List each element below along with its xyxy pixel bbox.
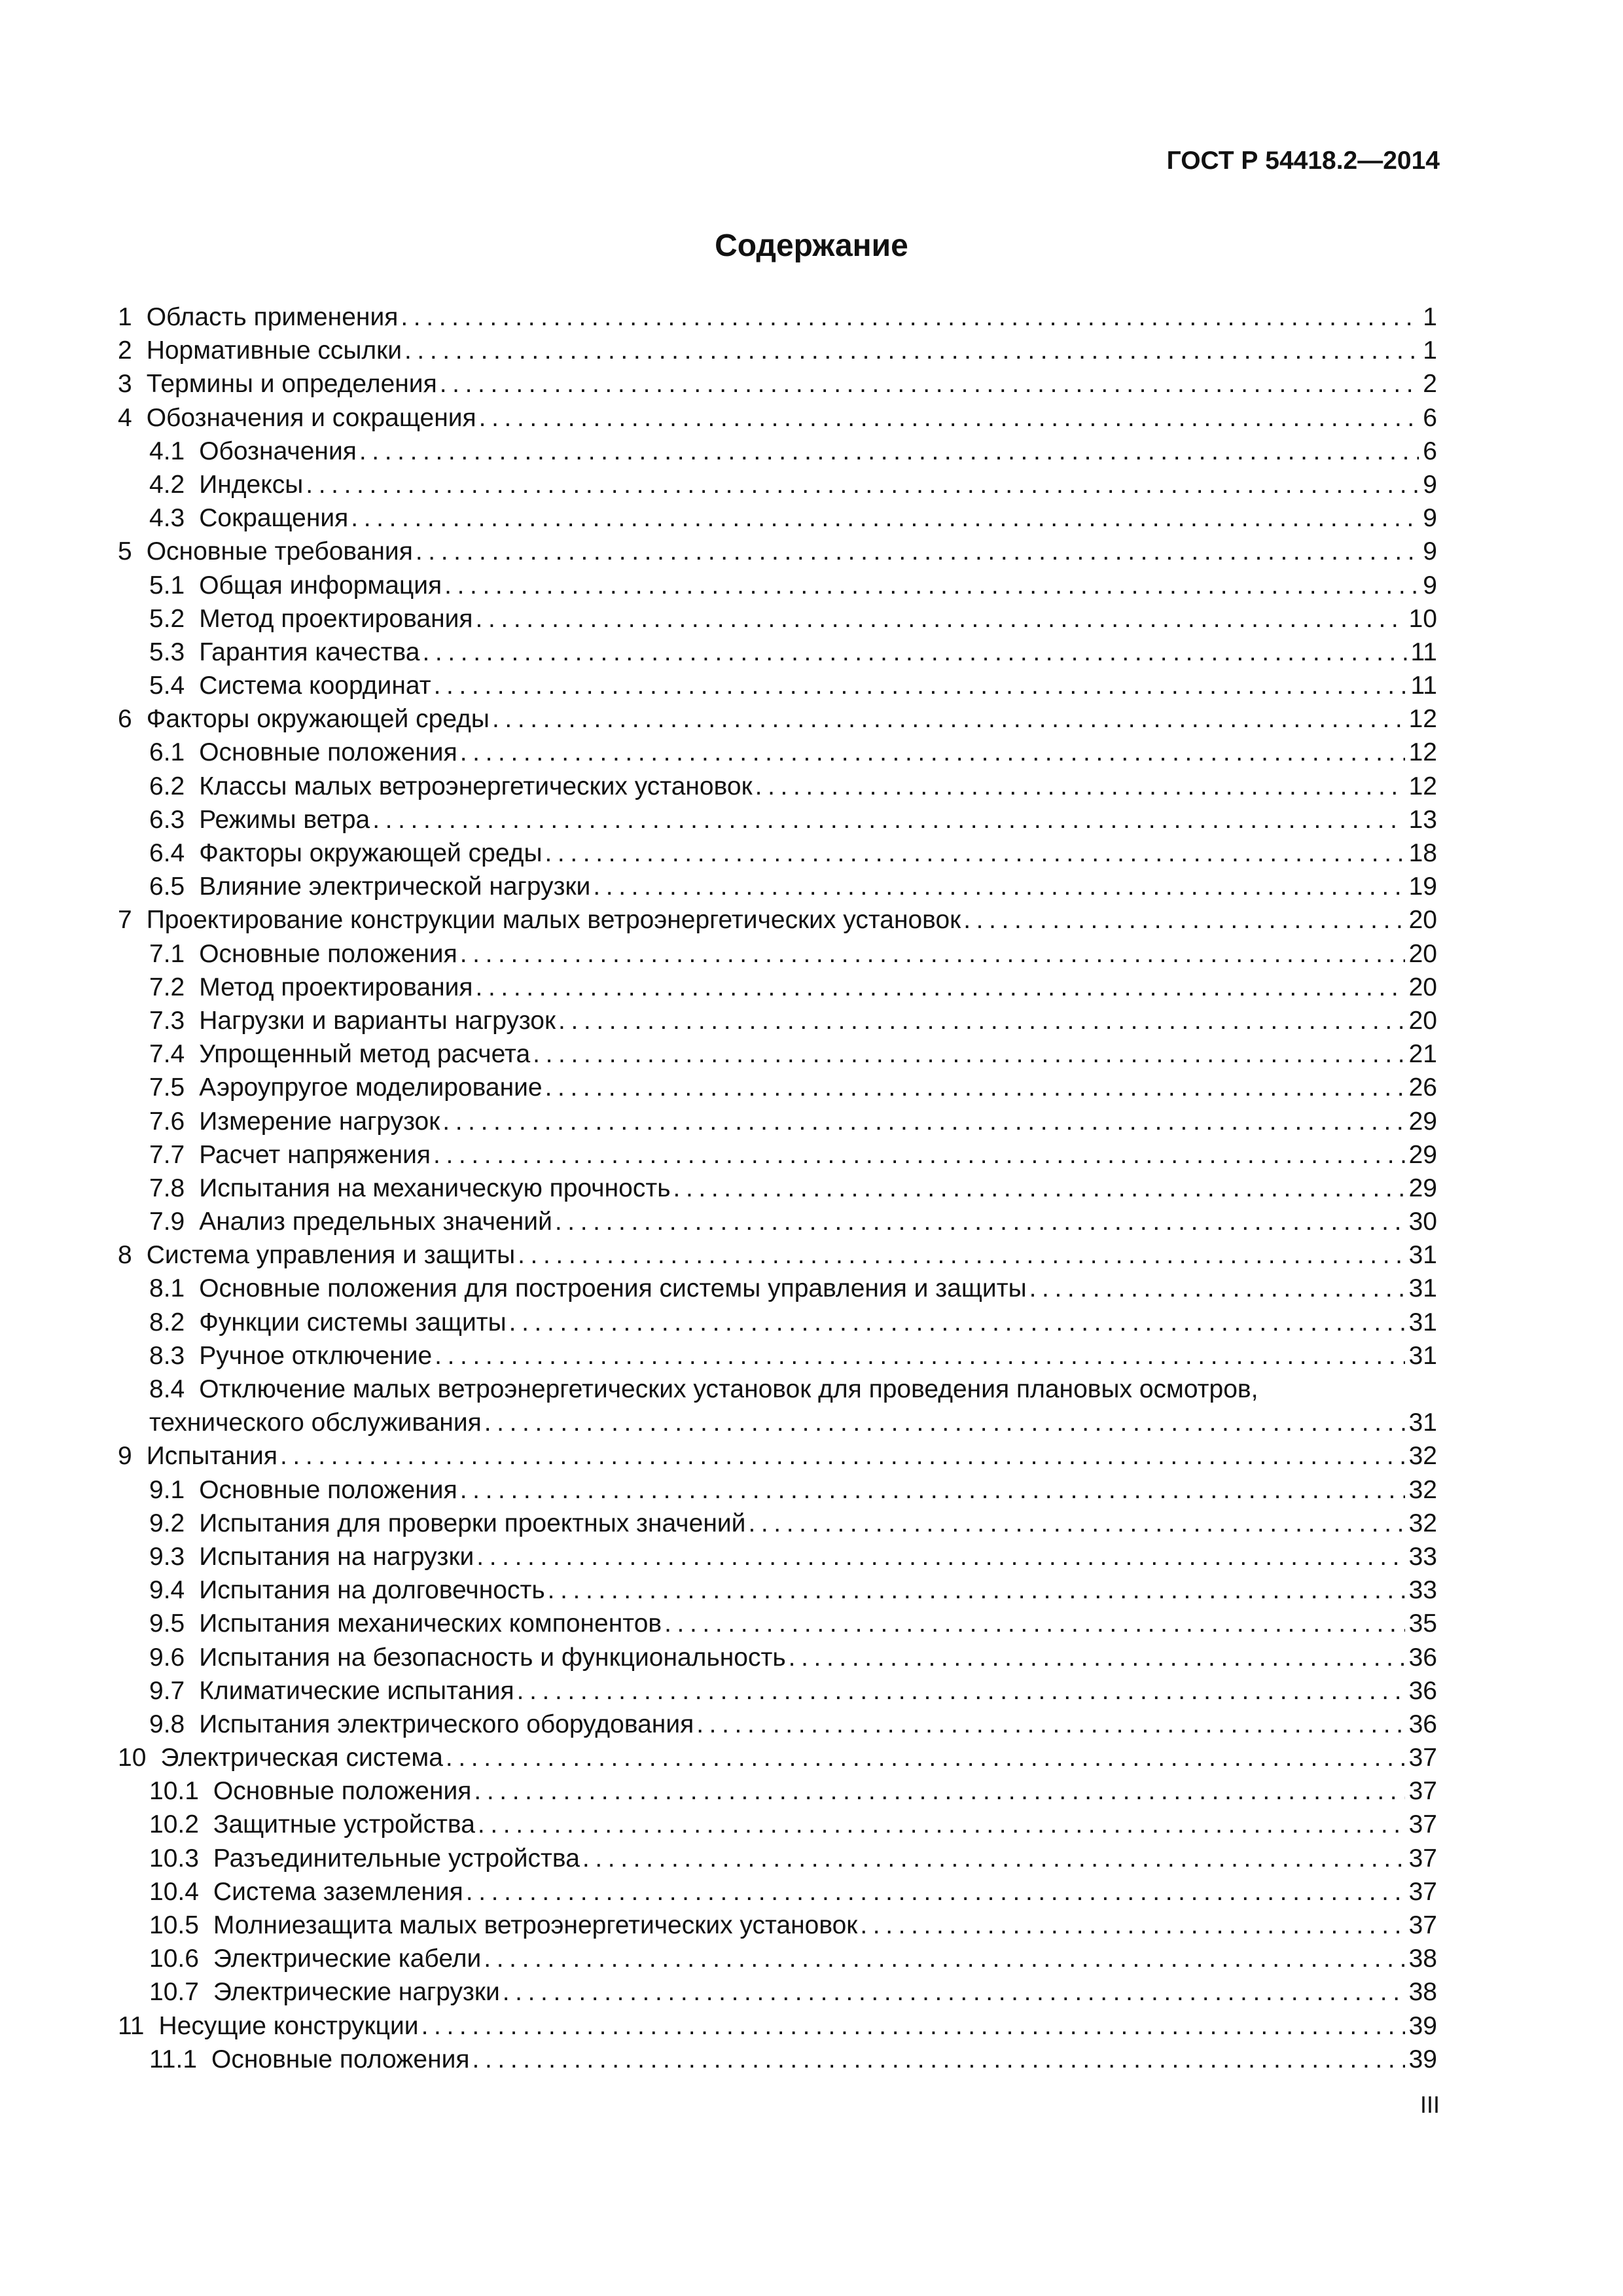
toc-entry[interactable] (118, 300, 1437, 334)
toc-entry[interactable] (118, 334, 1437, 367)
toc-entry[interactable] (118, 1507, 1437, 1540)
toc-entry-number: 9.3 (149, 1542, 185, 1571)
toc-entry-page: 36 (1408, 1643, 1437, 1672)
toc-entry-page: 11 (1410, 672, 1437, 700)
toc-entry-title: Испытания на безопасность и функциональность (199, 1643, 786, 1672)
toc-entry-title: Климатические испытания (199, 1676, 514, 1705)
toc-entry-title: технического обслуживания (149, 1408, 482, 1437)
toc-entry-number: 7.9 (149, 1208, 185, 1236)
toc-dot-leader (351, 501, 1419, 535)
toc-entry[interactable] (118, 937, 1437, 971)
toc-entry-title: Аэроупругое моделирование (199, 1073, 543, 1102)
toc-entry-number: 6.1 (149, 738, 185, 767)
toc-entry[interactable] (118, 836, 1437, 870)
toc-entry[interactable] (118, 1406, 1437, 1439)
toc-entry-page: 13 (1408, 805, 1437, 834)
toc-entry[interactable] (118, 501, 1437, 535)
toc-entry-title: Гарантия качества (199, 637, 420, 666)
page-title: Содержание (715, 228, 908, 263)
toc-entry-number: 3 (118, 370, 132, 399)
toc-entry[interactable] (118, 1172, 1437, 1205)
toc-dot-leader (748, 1507, 1404, 1540)
toc-entry-number: 10.2 (149, 1810, 199, 1839)
toc-dot-leader (478, 1808, 1405, 1841)
toc-dot-leader (673, 1172, 1405, 1205)
toc-entry[interactable] (118, 1808, 1437, 1841)
toc-entry[interactable] (118, 1774, 1437, 1808)
toc-dot-leader (533, 1037, 1404, 1071)
toc-dot-leader (306, 468, 1419, 501)
toc-entry-title: Нормативные ссылки (146, 336, 402, 365)
toc-dot-leader (440, 367, 1419, 401)
toc-entry[interactable] (118, 1607, 1437, 1640)
toc-entry[interactable] (118, 1105, 1437, 1138)
toc-entry-number: 5.4 (149, 672, 185, 700)
toc-entry[interactable] (118, 1372, 1437, 1406)
toc-entry-page: 32 (1408, 1442, 1437, 1471)
toc-dot-leader (484, 1942, 1404, 1975)
toc-entry[interactable] (118, 2043, 1437, 2076)
toc-entry[interactable] (118, 1339, 1437, 1372)
toc-entry-page: 31 (1408, 1274, 1437, 1303)
toc-entry-number: 9.4 (149, 1576, 185, 1605)
toc-entry-page: 37 (1408, 1744, 1437, 1772)
toc-entry-title: Молниезащита малых ветроэнергетических установок (213, 1911, 858, 1939)
toc-entry-title: Испытания на нагрузки (199, 1542, 474, 1571)
toc-entry-title: Упрощенный метод расчета (199, 1040, 531, 1069)
toc-entry[interactable] (118, 870, 1437, 903)
toc-dot-leader (664, 1607, 1404, 1640)
toc-entry[interactable] (118, 1138, 1437, 1172)
toc-dot-leader (582, 1842, 1405, 1875)
toc-entry-page: 11 (1410, 637, 1437, 666)
toc-entry-number: 6.2 (149, 772, 185, 800)
toc-entry-title: Основные положения (211, 2045, 470, 2073)
toc-entry-title: Область применения (146, 303, 399, 331)
toc-entry-title: Электрические кабели (213, 1945, 482, 1973)
toc-dot-leader (460, 736, 1405, 769)
toc-entry-title: Испытания электрического оборудования (199, 1710, 694, 1738)
toc-entry-title: Испытания на механическую прочность (199, 1174, 671, 1202)
toc-dot-leader (503, 1975, 1405, 2009)
toc-entry-page: 32 (1408, 1509, 1437, 1537)
toc-dot-leader (474, 1774, 1404, 1808)
toc-entry-title: Влияние электрической нагрузки (199, 872, 591, 901)
toc-entry-page: 19 (1408, 872, 1437, 901)
toc-entry-title: Обозначения (199, 437, 357, 465)
toc-entry-number: 10 (118, 1744, 147, 1772)
toc-entry[interactable] (118, 1238, 1437, 1272)
toc-entry-page: 29 (1408, 1140, 1437, 1169)
toc-dot-leader (518, 1238, 1405, 1272)
toc-dot-leader (460, 937, 1405, 971)
toc-entry-number: 9.5 (149, 1609, 185, 1638)
toc-entry-number: 9.1 (149, 1475, 185, 1504)
toc-entry-number: 8.4 (149, 1375, 185, 1403)
toc-entry[interactable] (118, 535, 1437, 568)
toc-entry[interactable] (118, 468, 1437, 501)
toc-dot-leader (755, 770, 1405, 803)
toc-dot-leader (860, 1909, 1404, 1942)
document-id: ГОСТ Р 54418.2—2014 (1166, 147, 1440, 175)
toc-entry-page: 12 (1408, 738, 1437, 767)
toc-entry[interactable] (118, 1071, 1437, 1104)
toc-entry-page: 6 (1423, 437, 1437, 465)
toc-entry[interactable] (118, 1540, 1437, 1573)
toc-entry-page: 38 (1408, 1945, 1437, 1973)
toc-entry-number: 7.1 (149, 939, 185, 968)
toc-entry-title: Испытания для проверки проектных значений (199, 1509, 746, 1537)
toc-entry-number: 9.6 (149, 1643, 185, 1672)
toc-entry[interactable] (118, 903, 1437, 937)
toc-entry[interactable] (118, 1641, 1437, 1674)
toc-entry-number: 5 (118, 537, 132, 566)
toc-dot-leader (404, 334, 1419, 367)
toc-entry[interactable] (118, 636, 1437, 669)
toc-entry-title: Расчет напряжения (199, 1140, 431, 1169)
toc-dot-leader (476, 971, 1405, 1004)
toc-entry-title: Сокращения (199, 504, 349, 533)
toc-entry-title: Индексы (199, 470, 304, 499)
toc-entry-title: Функции системы защиты (199, 1308, 507, 1336)
toc-entry-page: 20 (1408, 973, 1437, 1001)
toc-entry-title: Нагрузки и варианты нагрузок (199, 1006, 556, 1035)
toc-dot-leader (435, 1339, 1404, 1372)
toc-entry-title: Термины и определения (146, 370, 437, 399)
toc-entry-title: Испытания на долговечность (199, 1576, 545, 1605)
toc-entry-number: 2 (118, 336, 132, 365)
toc-entry[interactable] (118, 1674, 1437, 1708)
toc-entry[interactable] (118, 1842, 1437, 1875)
toc-entry-title: Метод проектирования (199, 973, 473, 1001)
toc-entry-page: 2 (1423, 370, 1437, 399)
toc-entry-title: Общая информация (199, 571, 442, 600)
toc-entry-page: 36 (1408, 1676, 1437, 1705)
toc-entry[interactable] (118, 770, 1437, 803)
toc-entry-page: 31 (1408, 1241, 1437, 1270)
toc-dot-leader (466, 1875, 1405, 1909)
toc-entry-page: 29 (1408, 1107, 1437, 1136)
toc-entry-page: 38 (1408, 1978, 1437, 2007)
toc-entry-title: Классы малых ветроэнергетических установок (199, 772, 753, 800)
toc-entry-number: 5.1 (149, 571, 185, 600)
toc-dot-leader (416, 535, 1419, 568)
toc-dot-leader (476, 1540, 1404, 1573)
toc-entry[interactable] (118, 569, 1437, 602)
toc-entry-number: 5.2 (149, 604, 185, 633)
toc-dot-leader (442, 1105, 1404, 1138)
toc-entry[interactable] (118, 702, 1437, 736)
toc-entry-page: 9 (1423, 504, 1437, 533)
toc-entry-number: 10.5 (149, 1911, 199, 1939)
toc-entry-title: Основные положения для построения системы управления и защиты (199, 1274, 1027, 1303)
toc-dot-leader (555, 1205, 1405, 1238)
toc-entry-page: 29 (1408, 1174, 1437, 1202)
toc-dot-leader (544, 836, 1404, 870)
toc-dot-leader (963, 903, 1404, 937)
toc-dot-leader (433, 1138, 1405, 1172)
toc-entry-number: 4.2 (149, 470, 185, 499)
toc-entry-number: 10.6 (149, 1945, 199, 1973)
toc-entry-title: Система координат (199, 672, 431, 700)
page-number: III (1419, 2091, 1440, 2118)
toc-entry-number: 10.3 (149, 1844, 199, 1873)
toc-dot-leader (280, 1439, 1405, 1473)
toc-entry-title: Отключение малых ветроэнергетических установок для проведения плановых осмотров, (199, 1375, 1258, 1403)
toc-entry-number: 5.3 (149, 637, 185, 666)
toc-entry-page: 26 (1408, 1073, 1437, 1102)
toc-entry-page: 39 (1408, 2045, 1437, 2073)
toc-dot-leader (696, 1708, 1404, 1741)
toc-entry-page: 9 (1423, 571, 1437, 600)
toc-entry-page: 1 (1423, 336, 1437, 365)
toc-entry-page: 31 (1408, 1341, 1437, 1370)
toc-entry-number: 10.1 (149, 1777, 199, 1806)
toc-entry-page: 37 (1408, 1911, 1437, 1939)
toc-dot-leader (789, 1641, 1405, 1674)
toc-entry[interactable] (118, 1975, 1437, 2009)
toc-dot-leader (1029, 1272, 1405, 1305)
toc-entry-title: Измерение нагрузок (199, 1107, 440, 1136)
toc-entry[interactable] (118, 1439, 1437, 1473)
toc-entry-page: 9 (1423, 537, 1437, 566)
toc-dot-leader (558, 1004, 1405, 1037)
toc-entry-number: 7.8 (149, 1174, 185, 1202)
toc-entry-number: 9 (118, 1442, 132, 1471)
toc-entry-number: 4.3 (149, 504, 185, 533)
toc-entry-number: 11 (118, 2011, 145, 2040)
toc-entry-number: 7.4 (149, 1040, 185, 1069)
toc-entry[interactable] (118, 803, 1437, 836)
toc-entry-title: Ручное отключение (199, 1341, 433, 1370)
toc-entry-number: 6.5 (149, 872, 185, 901)
toc-entry[interactable] (118, 1037, 1437, 1071)
toc-entry[interactable] (118, 669, 1437, 702)
toc-entry-title: Основные требования (146, 537, 413, 566)
toc-entry-title: Электрическая система (160, 1744, 443, 1772)
toc-entry-page: 37 (1408, 1844, 1437, 1873)
toc-entry-number: 11.1 (149, 2045, 198, 2073)
toc-entry[interactable] (118, 1942, 1437, 1975)
toc-dot-leader (476, 602, 1405, 636)
toc-entry[interactable] (118, 2009, 1437, 2043)
toc-entry-page: 18 (1408, 839, 1437, 867)
toc-entry[interactable] (118, 1875, 1437, 1909)
toc-entry-title: Проектирование конструкции малых ветроэнергетических установок (146, 906, 961, 935)
toc-entry-page: 20 (1408, 1006, 1437, 1035)
toc-entry-number: 8 (118, 1241, 132, 1270)
toc-entry-page: 37 (1408, 1810, 1437, 1839)
toc-entry[interactable] (118, 1708, 1437, 1741)
toc-dot-leader (473, 2043, 1405, 2076)
toc-entry[interactable] (118, 1306, 1437, 1339)
toc-entry-title: Испытания механических компонентов (199, 1609, 662, 1638)
toc-entry-title: Электрические нагрузки (213, 1978, 500, 2007)
toc-entry-title: Режимы ветра (199, 805, 370, 834)
toc-entry-number: 1 (118, 303, 132, 331)
toc-dot-leader (421, 2009, 1405, 2043)
toc-entry[interactable] (118, 1205, 1437, 1238)
toc-entry-page: 6 (1423, 403, 1437, 432)
toc-entry[interactable] (118, 367, 1437, 401)
toc-entry-title: Основные положения (199, 738, 457, 767)
toc-entry-number: 7.7 (149, 1140, 185, 1169)
toc-entry-page: 21 (1408, 1040, 1437, 1069)
toc-dot-leader (492, 702, 1405, 736)
toc-entry-page: 36 (1408, 1710, 1437, 1738)
toc-entry-number: 10.4 (149, 1877, 199, 1906)
toc-dot-leader (372, 803, 1404, 836)
toc-entry-number: 6 (118, 705, 132, 734)
toc-dot-leader (517, 1674, 1405, 1708)
toc-entry[interactable] (118, 736, 1437, 769)
toc-entry-number: 7.6 (149, 1107, 185, 1136)
toc-dot-leader (422, 636, 1406, 669)
toc-entry-number: 9.8 (149, 1710, 185, 1738)
toc-dot-leader (444, 569, 1419, 602)
toc-entry[interactable] (118, 401, 1437, 435)
toc-dot-leader (359, 435, 1419, 468)
toc-entry-page: 12 (1408, 705, 1437, 734)
toc-entry-number: 6.3 (149, 805, 185, 834)
toc-entry-title: Разъединительные устройства (213, 1844, 580, 1873)
toc-entry-number: 8.1 (149, 1274, 185, 1303)
toc-entry-title: Анализ предельных значений (199, 1208, 552, 1236)
toc-entry-title: Испытания (146, 1442, 277, 1471)
toc-entry-page: 33 (1408, 1542, 1437, 1571)
table-of-contents (118, 300, 1437, 2076)
toc-entry[interactable] (118, 1473, 1437, 1507)
toc-entry[interactable] (118, 1909, 1437, 1942)
toc-entry-page: 31 (1408, 1408, 1437, 1437)
toc-dot-leader (545, 1071, 1405, 1104)
toc-entry-number: 8.3 (149, 1341, 185, 1370)
toc-entry-number: 10.7 (149, 1978, 199, 2007)
toc-entry[interactable] (118, 1272, 1437, 1305)
toc-entry-page: 33 (1408, 1576, 1437, 1605)
toc-dot-leader (509, 1306, 1405, 1339)
toc-entry[interactable] (118, 602, 1437, 636)
toc-entry-number: 7.5 (149, 1073, 185, 1102)
toc-entry[interactable] (118, 1741, 1437, 1774)
toc-entry-number: 7.3 (149, 1006, 185, 1035)
toc-dot-leader (479, 401, 1419, 435)
toc-entry[interactable] (118, 971, 1437, 1004)
toc-entry-title: Защитные устройства (213, 1810, 475, 1839)
toc-entry[interactable] (118, 435, 1437, 468)
toc-entry-title: Несущие конструкции (158, 2011, 419, 2040)
toc-entry-page: 12 (1408, 772, 1437, 800)
toc-dot-leader (401, 300, 1419, 334)
toc-entry-number: 9.7 (149, 1676, 185, 1705)
toc-entry-page: 37 (1408, 1777, 1437, 1806)
toc-entry-page: 31 (1408, 1308, 1437, 1336)
toc-entry-page: 20 (1408, 906, 1437, 935)
toc-dot-leader (593, 870, 1404, 903)
toc-entry[interactable] (118, 1573, 1437, 1607)
toc-entry-number: 9.2 (149, 1509, 185, 1537)
toc-entry-page: 32 (1408, 1475, 1437, 1504)
toc-entry-title: Основные положения (213, 1777, 472, 1806)
toc-entry-number: 4 (118, 403, 132, 432)
toc-entry-title: Система управления и защиты (146, 1241, 516, 1270)
toc-dot-leader (446, 1741, 1405, 1774)
toc-entry-number: 7 (118, 906, 132, 935)
toc-dot-leader (460, 1473, 1405, 1507)
toc-entry-number: 7.2 (149, 973, 185, 1001)
toc-entry-number: 8.2 (149, 1308, 185, 1336)
toc-entry-title: Факторы окружающей среды (146, 705, 490, 734)
toc-entry-page: 1 (1423, 303, 1437, 331)
toc-dot-leader (484, 1406, 1405, 1439)
toc-entry-title: Основные положения (199, 939, 457, 968)
toc-entry-title: Система заземления (213, 1877, 463, 1906)
toc-entry-title: Метод проектирования (199, 604, 473, 633)
toc-entry-page: 39 (1408, 2011, 1437, 2040)
toc-entry-title: Обозначения и сокращения (146, 403, 476, 432)
toc-entry-page: 10 (1408, 604, 1437, 633)
toc-entry-page: 9 (1423, 470, 1437, 499)
toc-entry-title: Основные положения (199, 1475, 457, 1504)
toc-dot-leader (548, 1573, 1405, 1607)
toc-dot-leader (434, 669, 1407, 702)
toc-entry-page: 30 (1408, 1208, 1437, 1236)
toc-entry-number: 4.1 (149, 437, 185, 465)
toc-entry-title: Факторы окружающей среды (199, 839, 543, 867)
toc-entry[interactable] (118, 1004, 1437, 1037)
toc-entry-page: 37 (1408, 1877, 1437, 1906)
toc-entry-page: 35 (1408, 1609, 1437, 1638)
toc-entry-page: 20 (1408, 939, 1437, 968)
toc-entry-number: 6.4 (149, 839, 185, 867)
